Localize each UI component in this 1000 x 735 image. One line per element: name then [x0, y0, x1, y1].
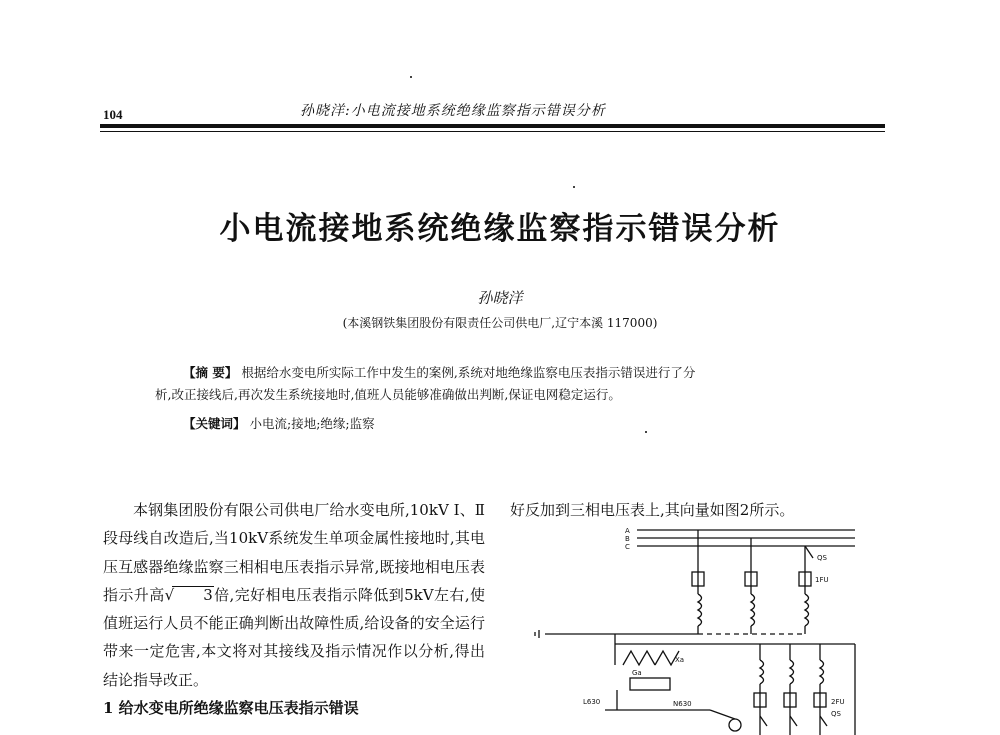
sqrt-value: 3	[172, 586, 214, 603]
label-qs-top: QS	[817, 554, 827, 562]
section-heading-partial: 1 给水变电所绝缘监察电压表指示错误	[103, 699, 359, 718]
header-rule-thick	[100, 124, 885, 128]
label-qs-bottom: QS	[831, 710, 841, 718]
sqrt-symbol: √	[164, 585, 175, 604]
running-header: 孙晓洋:小电流接地系统绝缘监察指示错误分析	[300, 103, 606, 119]
keywords-text: 小电流;接地;绝缘;监察	[249, 416, 375, 431]
label-2fu: 2FU	[831, 698, 845, 706]
abstract-line-1	[155, 362, 845, 384]
body-text-part-1: 本钢集团股份有限公司供电厂给水变电所,10kV Ⅰ、Ⅱ段母线自改造后,当10kV系统发生单项金属性接地时,其电压互感器绝缘监察三相相电压表指示异常,既接地相电压表指示升高	[103, 501, 485, 604]
label-ga: Ga	[632, 669, 642, 677]
label-1fu: 1FU	[815, 576, 829, 584]
label-xa: Xa	[675, 656, 685, 664]
author-affiliation: (本溪钢铁集团股份有限责任公司供电厂,辽宁本溪 117000)	[342, 316, 658, 330]
abstract	[155, 362, 845, 406]
body-column-right: 好反加到三相电压表上,其向量如图2所示。	[510, 501, 795, 519]
bus-label-c: C	[625, 543, 630, 551]
body-column-left	[103, 496, 485, 722]
body-text-part-2: 倍,完好相电压表指示降低到5kV左右,使值班运行人员不能正确判断出故障性质,给设备的安全运行带来一定危害,本文将对其接线及指示情况作以分析,得出结论指导改正。	[103, 585, 485, 689]
relay-box	[630, 678, 670, 690]
page-number: 104	[103, 107, 123, 122]
scan-speck	[645, 431, 647, 433]
author-name: 孙晓洋	[477, 289, 523, 307]
bus-label-b: B	[625, 535, 630, 543]
header-rule-thin	[100, 131, 885, 132]
label-l630: L630	[583, 698, 601, 706]
label-n630: N630	[673, 700, 692, 708]
scan-speck	[573, 186, 575, 188]
abstract-line-2: 析,改正接线后,再次发生系统接地时,值班人员能够准确做出判断,保证电网稳定运行。	[155, 387, 621, 402]
abstract-label: 【摘 要】	[183, 365, 238, 380]
keywords-label: 【关键词】	[183, 416, 246, 431]
abstract-text-1: 根据给水变电所实际工作中发生的案例,系统对地绝缘监察电压表指示错误进行了分	[241, 365, 696, 380]
bus-label-a: A	[625, 527, 630, 535]
scan-speck	[410, 76, 412, 78]
article-title: 小电流接地系统绝缘监察指示错误分析	[219, 211, 781, 247]
qs-switch-bottom	[760, 716, 767, 726]
voltmeter-symbol	[729, 719, 741, 731]
qs-switch-top	[805, 546, 813, 558]
keywords	[183, 414, 375, 432]
wiring-diagram	[505, 520, 885, 735]
